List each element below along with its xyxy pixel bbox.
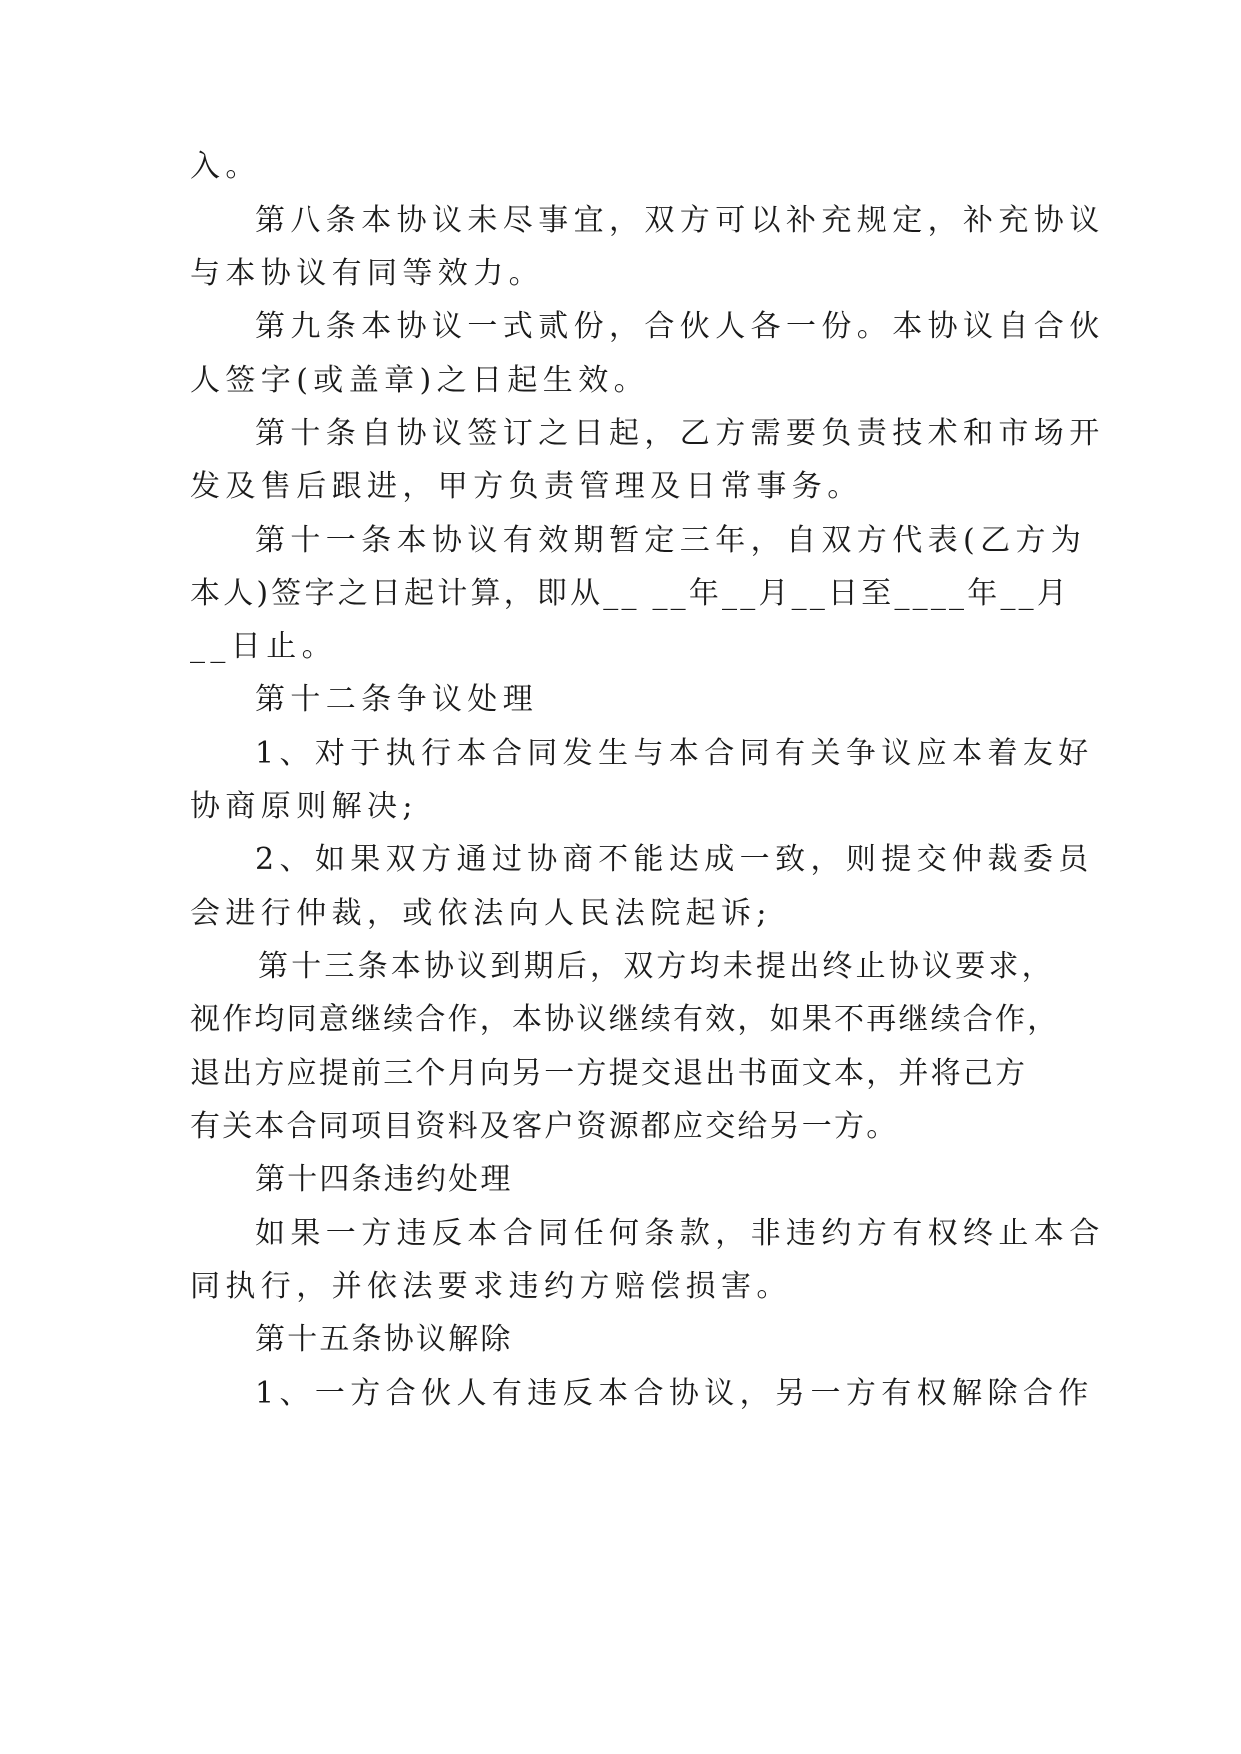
article-9-line: 第九条本协议一式贰份，合伙人各一份。本协议自合伙: [255, 309, 1105, 344]
text-line: 人签字(或盖章)之日起生效。: [190, 363, 650, 398]
text-line: 视作均同意继续合作，本协议继续有效，如果不再继续合作，: [190, 1002, 1060, 1037]
text-line: 与本协议有同等效力。: [190, 256, 544, 291]
article-15-heading: 第十五条协议解除: [255, 1322, 513, 1357]
text-line: 入。: [190, 149, 261, 184]
text-line: 退出方应提前三个月向另一方提交退出书面文本，并将己方: [190, 1056, 1028, 1091]
text-line: 同执行，并依法要求违约方赔偿损害。: [190, 1269, 792, 1304]
text-line: 会进行仲裁，或依法向人民法院起诉;: [190, 896, 772, 931]
article-12-item-2: 2、如果双方通过协商不能达成一致，则提交仲裁委员: [255, 842, 1094, 877]
text-line: 有关本合同项目资料及客户资源都应交给另一方。: [190, 1109, 899, 1144]
article-8-line: 第八条本协议未尽事宜，双方可以补充规定，补充协议: [255, 203, 1105, 238]
article-15-item-1: 1、一方合伙人有违反本合协议，另一方有权解除合作: [255, 1376, 1094, 1411]
article-12-heading: 第十二条争议处理: [255, 682, 539, 717]
text-line: __日止。: [190, 629, 337, 664]
text-line: 发及售后跟进，甲方负责管理及日常事务。: [190, 469, 863, 504]
article-14-heading: 第十四条违约处理: [255, 1162, 513, 1197]
article-10-line: 第十条自协议签订之日起，乙方需要负责技术和市场开: [255, 416, 1105, 451]
article-11-line: 第十一条本协议有效期暂定三年，自双方代表(乙方为: [255, 523, 1087, 558]
article-13-line: 第十三条本协议到期后，双方均未提出终止协议要求，: [258, 949, 1055, 984]
text-line: 本人)签字之日起计算，即从__ __年__月__日至____年__月: [190, 576, 1071, 611]
article-12-item-1: 1、对于执行本合同发生与本合同有关争议应本着友好: [255, 736, 1094, 771]
text-line: 协商原则解决;: [190, 789, 418, 824]
article-14-line: 如果一方违反本合同任何条款，非违约方有权终止本合: [255, 1216, 1105, 1251]
